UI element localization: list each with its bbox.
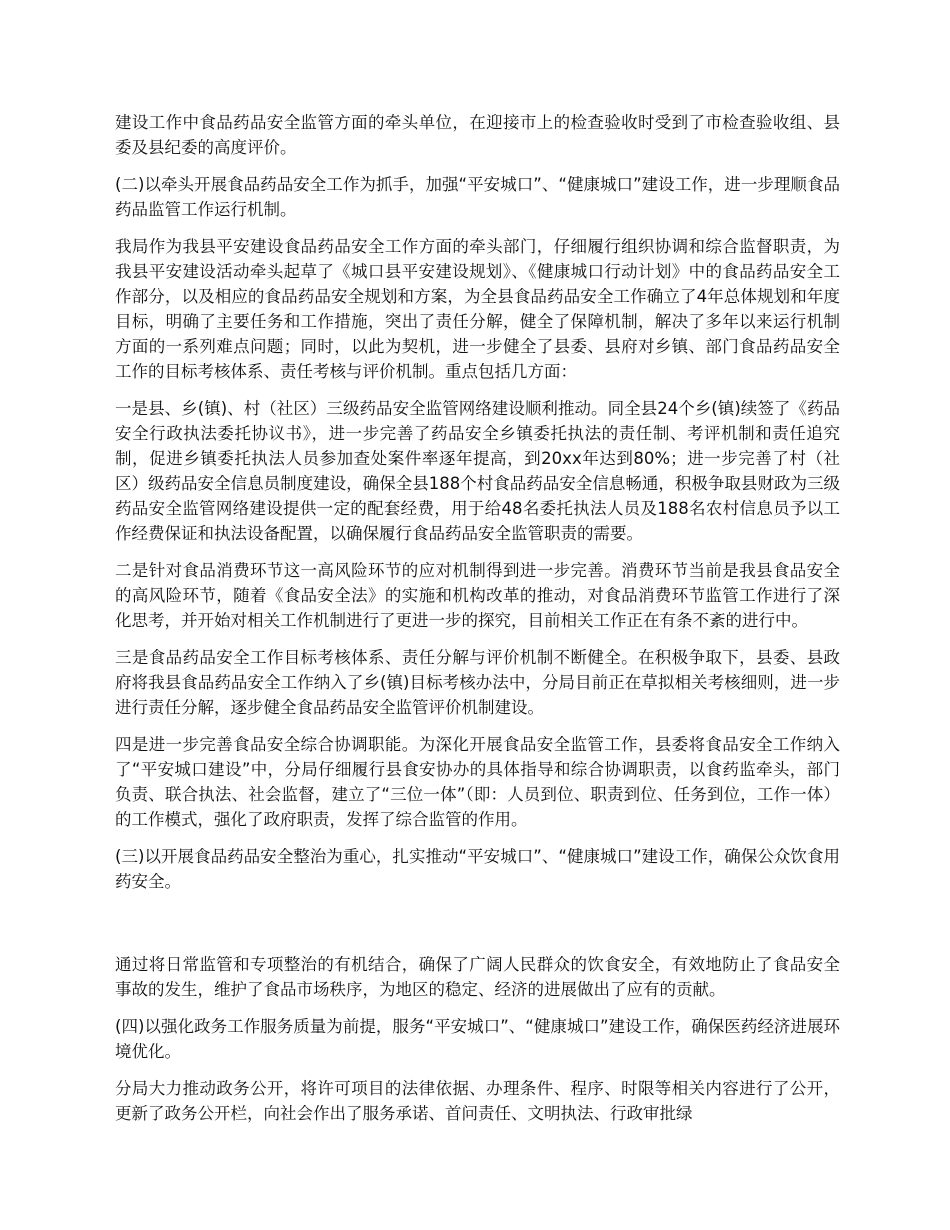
section-heading-2: (二)以牵头开展食品药品安全工作为抓手，加强“平安城口”、“健康城口”建设工作，进一步理顺食品药品监管工作运行机制。	[115, 175, 840, 219]
document-page	[115, 110, 840, 1138]
paragraph-point-two: 二是针对食品消费环节这一高风险环节的应对机制得到进一步完善。消费环节当前是我县食品安全的高风险环节，随着《食品安全法》的实施和机构改革的推动，对食品消费环节监管工作进行了深化思考，并开始对相关工作机制进行了更进一步的探究，目前相关工作正在有条不紊的进行中。	[115, 561, 840, 630]
section-heading-4: (四)以强化政务工作服务质量为前提，服务“平安城口”、“健康城口”建设工作，确保医药经济进展环境优化。	[115, 1017, 840, 1061]
paragraph-point-three: 三是食品药品安全工作目标考核体系、责任分解与评价机制不断健全。在积极争取下，县委、县政府将我县食品药品安全工作纳入了乡(镇)目标考核办法中，分局目前正在草拟相关考核细则，进一步进行责任分解，逐步健全食品药品安全监管评价机制建设。	[115, 648, 840, 717]
paragraph-point-one: 一是县、乡(镇)、村（社区）三级药品安全监管网络建设顺利推动。同全县24个乡(镇)续签了《药品安全行政执法委托协议书》，进一步完善了药品安全乡镇委托执法的责任制、考评机制和责任追究制，促进乡镇委托执法人员参加查处案件率逐年提高，到20xx年达到80%；进一步完善了村（社区）级药品安全信息员制度建设，确保全县188个村食品药品安全信息畅通，积极争取县财政为三级药品安全监管网络建设提供一定的配套经费，用于给48名委托执法人员及188名农村信息员予以工作经费保证和执法设备配置，以确保履行食品药品安全监管职责的需要。	[115, 399, 840, 543]
section-heading-3: (三)以开展食品药品安全整治为重心，扎实推动“平安城口”、“健康城口”建设工作，确保公众饮食用药安全。	[115, 847, 840, 891]
paragraph-government-affairs: 分局大力推动政务公开，将许可项目的法律依据、办理条件、程序、时限等相关内容进行了公开，更新了政务公开栏，向社会作出了服务承诺、首问责任、文明执法、行政审批绿	[115, 1079, 840, 1123]
paragraph-intro-continuation: 建设工作中食品药品安全监管方面的牵头单位，在迎接市上的检查验收时受到了市检查验收组、县委及县纪委的高度评价。	[115, 113, 840, 157]
blank-gap	[115, 906, 840, 952]
paragraph-daily-supervision: 通过将日常监管和专项整治的有机结合，确保了广阔人民群众的饮食安全，有效地防止了食品安全事故的发生，维护了食品市场秩序，为地区的稳定、经济的进展做出了应有的贡献。	[115, 955, 840, 999]
paragraph-lead-unit: 我局作为我县平安建设食品药品安全工作方面的牵头部门，仔细履行组织协调和综合监督职责，为我县平安建设活动牵头起草了《城口县平安建设规划》、《健康城口行动计划》中的食品药品安全工作部分，以及相应的食品药品安全规划和方案，为全县食品药品安全工作确立了4年总体规划和年度目标，明确了主要任务和工作措施，突出了责任分解，健全了保障机制，解决了多年以来运行机制方面的一系列难点问题；同时，以此为契机，进一步健全了县委、县府对乡镇、部门食品药品安全工作的目标考核体系、责任考核与评价机制。重点包括几方面：	[115, 237, 840, 381]
paragraph-point-four: 四是进一步完善食品安全综合协调职能。为深化开展食品安全监管工作，县委将食品安全工作纳入了“平安城口建设”中，分局仔细履行县食安协办的具体指导和综合协调职责，以食药监牵头，部门负责、联合执法、社会监督，建立了“三位一体”（即：人员到位、职责到位、任务到位，工作一体）的工作模式，强化了政府职责，发挥了综合监管的作用。	[115, 735, 840, 829]
